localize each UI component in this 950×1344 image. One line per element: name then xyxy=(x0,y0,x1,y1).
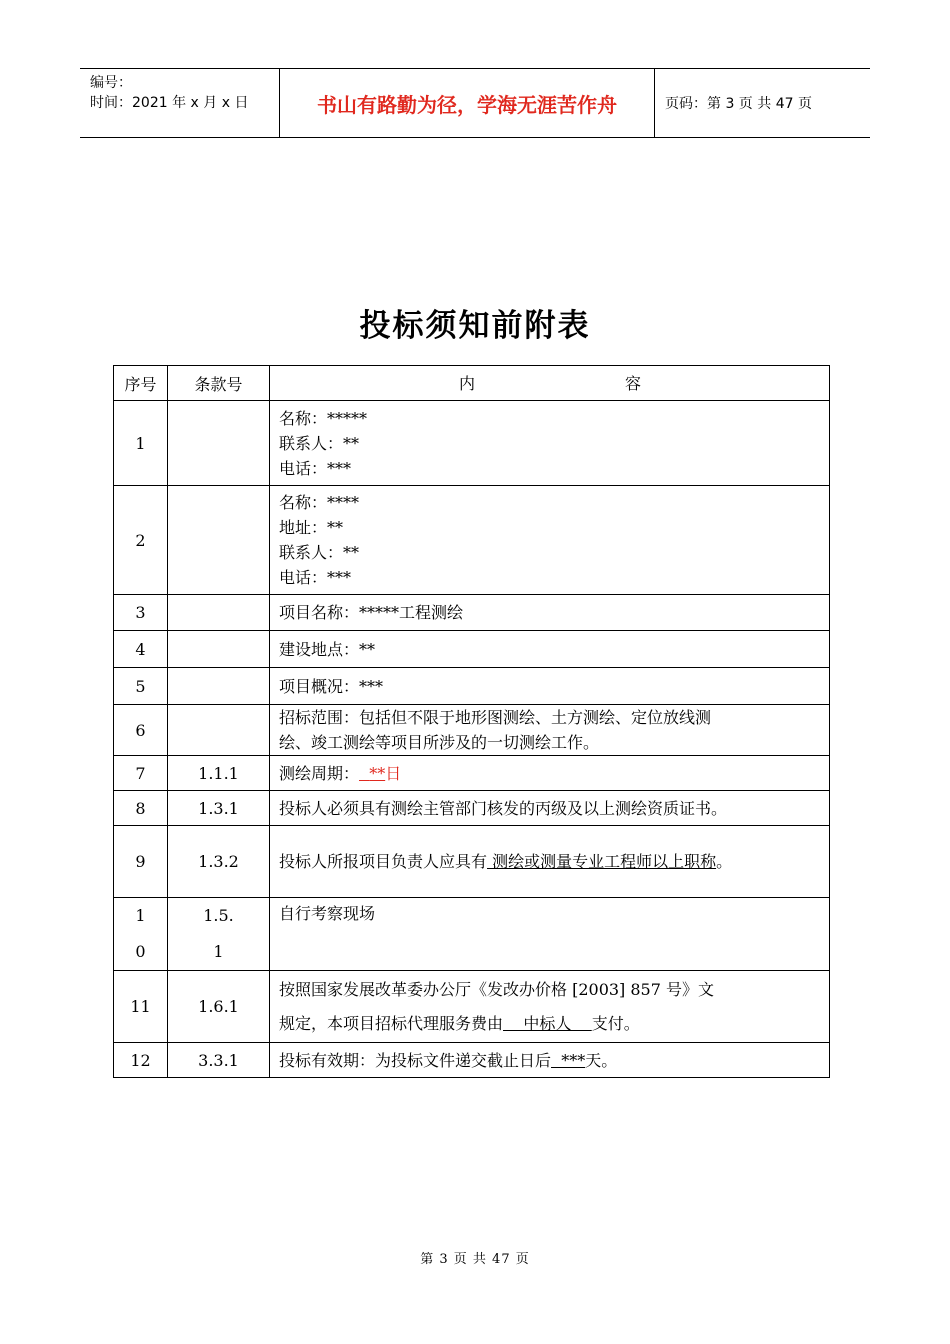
row-content: 项目名称：*****工程测绘 xyxy=(270,595,830,631)
row-clause xyxy=(168,705,270,756)
row-clause: 1.3.2 xyxy=(168,826,270,898)
header-meta xyxy=(80,69,280,137)
row-clause: 1.3.1 xyxy=(168,791,270,826)
header-serial: 序号 xyxy=(114,366,168,401)
period-value: ** xyxy=(369,763,386,783)
table-row xyxy=(114,595,830,631)
table-header-row xyxy=(114,366,830,401)
row-clause xyxy=(168,668,270,705)
table-row xyxy=(114,791,830,826)
table-row xyxy=(114,486,830,595)
row-clause xyxy=(168,401,270,486)
row-content: 按照国家发展改革委办公厅《发改办价格 [2003] 857 号》文 规定，本项目招标代理服务费由 中标人 支付。 xyxy=(270,971,830,1043)
row-content: 自行考察现场 xyxy=(270,898,830,971)
header-motto: 书山有路勤为径，学海无涯苦作舟 xyxy=(280,69,655,137)
code-label: 编号： xyxy=(90,75,132,91)
row-clause xyxy=(168,486,270,595)
row-content: 测绘周期： **日 xyxy=(270,756,830,791)
table-row xyxy=(114,971,830,1043)
row-content: 投标人必须具有测绘主管部门核发的丙级及以上测绘资质证书。 xyxy=(270,791,830,826)
row-serial: 4 xyxy=(114,631,168,668)
page-header xyxy=(80,68,870,138)
row-serial: 7 xyxy=(114,756,168,791)
row-serial: 12 xyxy=(114,1043,168,1078)
row-clause: 1.6.1 xyxy=(168,971,270,1043)
row-serial: 2 xyxy=(114,486,168,595)
row-clause: 3.3.1 xyxy=(168,1043,270,1078)
row-content: 招标范围：包括但不限于地形图测绘、土方测绘、定位放线测 绘、竣工测绘等项目所涉及的一切测绘工作。 xyxy=(270,705,830,756)
header-clause: 条款号 xyxy=(168,366,270,401)
table-row xyxy=(114,898,830,971)
row-serial: 1 xyxy=(114,401,168,486)
table-row xyxy=(114,826,830,898)
row-content: 项目概况：*** xyxy=(270,668,830,705)
row-content: 名称：**** 地址：** 联系人：** 电话：*** xyxy=(270,486,830,595)
row-clause xyxy=(168,595,270,631)
row-content: 建设地点：** xyxy=(270,631,830,668)
row-serial: 6 xyxy=(114,705,168,756)
table-row xyxy=(114,631,830,668)
table-row xyxy=(114,756,830,791)
row-serial: 1 0 xyxy=(114,898,168,971)
row-clause: 1.5. 1 xyxy=(168,898,270,971)
document-title: 投标须知前附表 xyxy=(359,308,591,344)
bid-info-table xyxy=(113,365,830,1078)
header-page-info: 页码：第 3 页 共 47 页 xyxy=(665,96,812,112)
row-serial: 11 xyxy=(114,971,168,1043)
header-content: 内 容 xyxy=(270,366,830,401)
page-footer: 第 3 页 共 47 页 xyxy=(420,1252,530,1267)
row-serial: 3 xyxy=(114,595,168,631)
row-serial: 5 xyxy=(114,668,168,705)
row-clause xyxy=(168,631,270,668)
row-content: 投标有效期：为投标文件递交截止日后 ***天。 xyxy=(270,1043,830,1078)
time-label: 时间：2021 年 x 月 x 日 xyxy=(90,95,249,111)
table-row xyxy=(114,705,830,756)
table-row xyxy=(114,1043,830,1078)
row-content: 投标人所报项目负责人应具有 测绘或测量专业工程师以上职称。 xyxy=(270,826,830,898)
row-serial: 8 xyxy=(114,791,168,826)
table-row xyxy=(114,668,830,705)
row-content: 名称：***** 联系人：** 电话：*** xyxy=(270,401,830,486)
table-row xyxy=(114,401,830,486)
row-serial: 9 xyxy=(114,826,168,898)
row-clause: 1.1.1 xyxy=(168,756,270,791)
